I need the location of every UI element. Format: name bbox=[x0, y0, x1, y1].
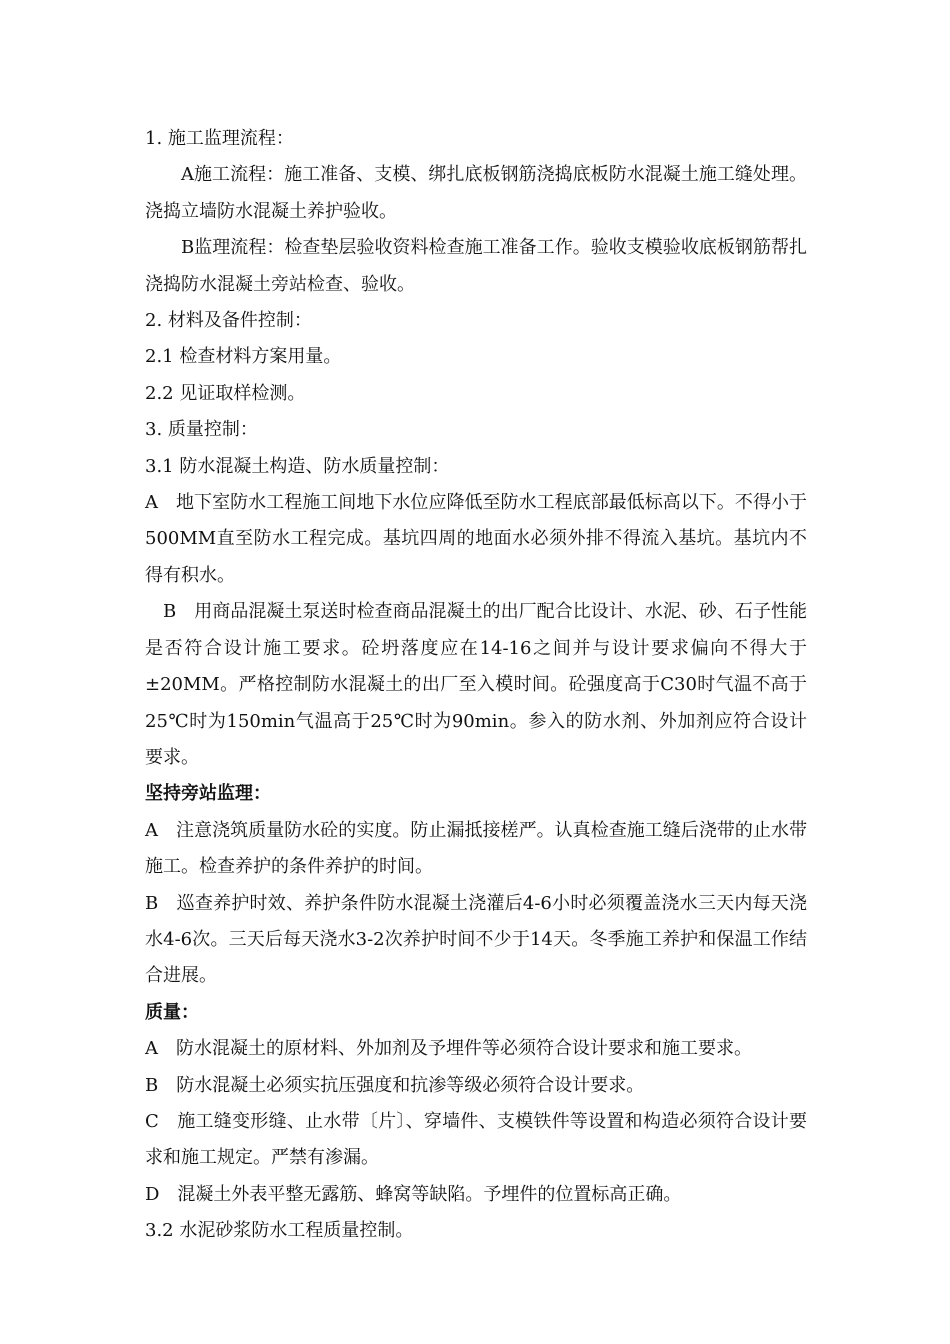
heading-quality-control: 3. 质量控制： bbox=[145, 419, 258, 441]
item-check-material-plan: 2.1 检查材料方案用量。 bbox=[145, 346, 342, 368]
item-witness-sampling: 2.2 见证取样检测。 bbox=[145, 382, 306, 404]
quality-item-b: B 防水混凝土必须实抗压强度和抗渗等级必须符合设计要求。 bbox=[145, 1074, 645, 1096]
heading-quality: 质量： bbox=[145, 1001, 199, 1023]
paragraph-supervision-process: B监理流程：检查垫层验收资料检查施工准备工作。验收支模验收底板钢筋帮扎浇捣防水混凝土旁站检查、验收。 bbox=[145, 237, 807, 295]
heading-cement-mortar-control: 3.2 水泥砂浆防水工程质量控制。 bbox=[145, 1220, 414, 1242]
quality-item-c: C 施工缝变形缝、止水带〔片〕、穿墙件、支模铁件等设置和构造必须符合设计要求和施工规定。严禁有渗漏。 bbox=[145, 1110, 807, 1169]
paragraph-construction-process: A施工流程：施工准备、支模、绑扎底板钢筋浇捣底板防水混凝土施工缝处理。浇捣立墙防水混凝土养护验收。 bbox=[145, 164, 807, 222]
paragraph-groundwater-level: A 地下室防水工程施工间地下水位应降低至防水工程底部最低标高以下。不得小于500MM直至防水工程完成。基坑四周的地面水必须外排不得流入基坑。基坑内不得有积水。 bbox=[145, 492, 807, 586]
heading-construction-supervision-process: 1. 施工监理流程： bbox=[145, 128, 294, 149]
paragraph-curing-inspection: B 巡查养护时效、养护条件防水混凝土浇灌后4-6小时必须覆盖浇水三天内每天浇水4-6次。三天后每天浇水3-2次养护时间不少于14天。冬季施工养护和保温工作结合进展。 bbox=[145, 892, 807, 987]
paragraph-commercial-concrete: B 用商品混凝土泵送时检查商品混凝土的出厂配合比设计、水泥、砂、石子性能是否符合设计施工要求。砼坍落度应在14-16之间并与设计要求偏向不得大于±20MM。严格控制防水混凝土的出厂至入模时间。砼强度高于C30时气温不高于25℃时为150min气温高于25℃时为90min。参入的防水剂、外加剂应符合设计要求。 bbox=[145, 601, 807, 768]
heading-waterproof-concrete-control: 3.1 防水混凝土构造、防水质量控制： bbox=[145, 455, 450, 477]
heading-materials-control: 2. 材料及备件控制： bbox=[145, 310, 312, 332]
quality-item-a: A 防水混凝土的原材料、外加剂及予埋件等必须符合设计要求和施工要求。 bbox=[145, 1038, 752, 1060]
document-body bbox=[145, 121, 807, 1250]
paragraph-pouring-quality: A 注意浇筑质量防水砼的实度。防止漏抵接槎严。认真检查施工缝后浇带的止水带施工。检查养护的条件养护的时间。 bbox=[145, 819, 807, 878]
quality-item-d: D 混凝土外表平整无露筋、蜂窝等缺陷。予埋件的位置标高正确。 bbox=[145, 1183, 682, 1205]
heading-side-station-supervision: 坚持旁站监理： bbox=[145, 783, 271, 805]
